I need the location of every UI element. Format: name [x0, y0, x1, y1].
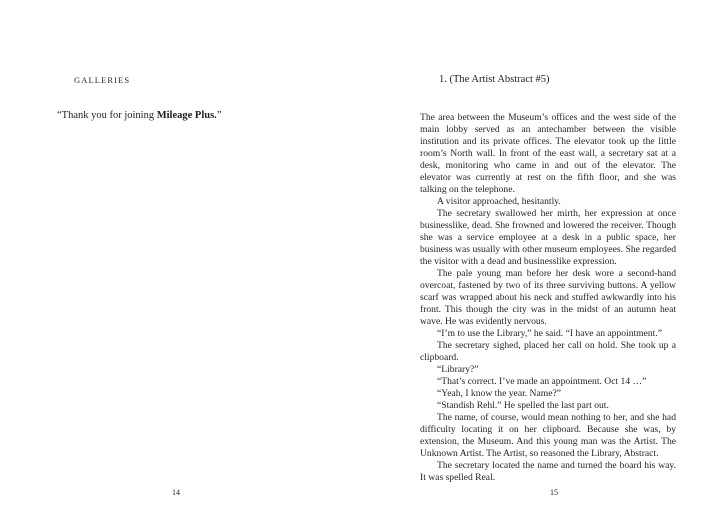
paragraph: “I’m to use the Library,” he said. “I have an appointment.” [437, 328, 663, 339]
paragraph: A visitor approached, hesitantly. [437, 196, 561, 207]
body-text [420, 112, 676, 484]
page-number-right: 15 [550, 488, 558, 497]
paragraph: The pale young man before her desk wore a second-hand overcoat, fastened by two of its three surviving buttons. A yellow scarf was wrapped about his neck and stuffed awkwardly into his front. This though the city was in the midst of an autumn heat wave. He was evidently nervous. [420, 268, 676, 327]
paragraph: The area between the Museum’s offices and the west side of the main lobby served as an antechamber between the visible institution and its private offices. The elevator took up the little room’s North wall. In front of the east wall, a secretary sat at a desk, monitoring who came in and out of the elevator. The elevator was currently at rest on the fifth floor, and she was talking on the telephone. [420, 112, 676, 195]
paragraph: “That’s correct. I’ve made an appointment. Oct 14 …” [437, 376, 647, 387]
right-page [364, 0, 728, 532]
quote-emphasis: Mileage Plus. [156, 110, 217, 121]
paragraph: The secretary swallowed her mirth, her expression at once businesslike, dead. She frowned and lowered the receiver. Though she was a service employee at a desk in a public space, her business was usually with other museum employees. She regarded the visitor with a dead and businesslike expression. [420, 208, 676, 267]
paragraph: The secretary sighed, placed her call on hold. She took up a clipboard. [420, 340, 676, 363]
paragraph: The name, of course, would mean nothing to her, and she had difficulty locating it on her clipboard. Because she was, by extension, the Museum. And this young man was the Artist. The Unknown Artist. The Artist, so reasoned the Library, Abstract. [420, 412, 676, 459]
running-head-left: GALLERIES [74, 75, 131, 85]
quote-suffix: ” [216, 110, 222, 121]
paragraph: The secretary located the name and turned the board his way. It was spelled Real. [420, 460, 676, 483]
chapter-title: 1. (The Artist Abstract #5) [439, 74, 550, 85]
paragraph: “Library?” [437, 364, 479, 375]
epigraph-quote [57, 110, 221, 121]
quote-prefix: “Thank you for joining [57, 110, 157, 121]
paragraph: “Yeah, I know the year. Name?” [437, 388, 561, 399]
page-number-left: 14 [172, 488, 180, 497]
paragraph: “Standish Rehl.” He spelled the last part out. [437, 400, 609, 411]
